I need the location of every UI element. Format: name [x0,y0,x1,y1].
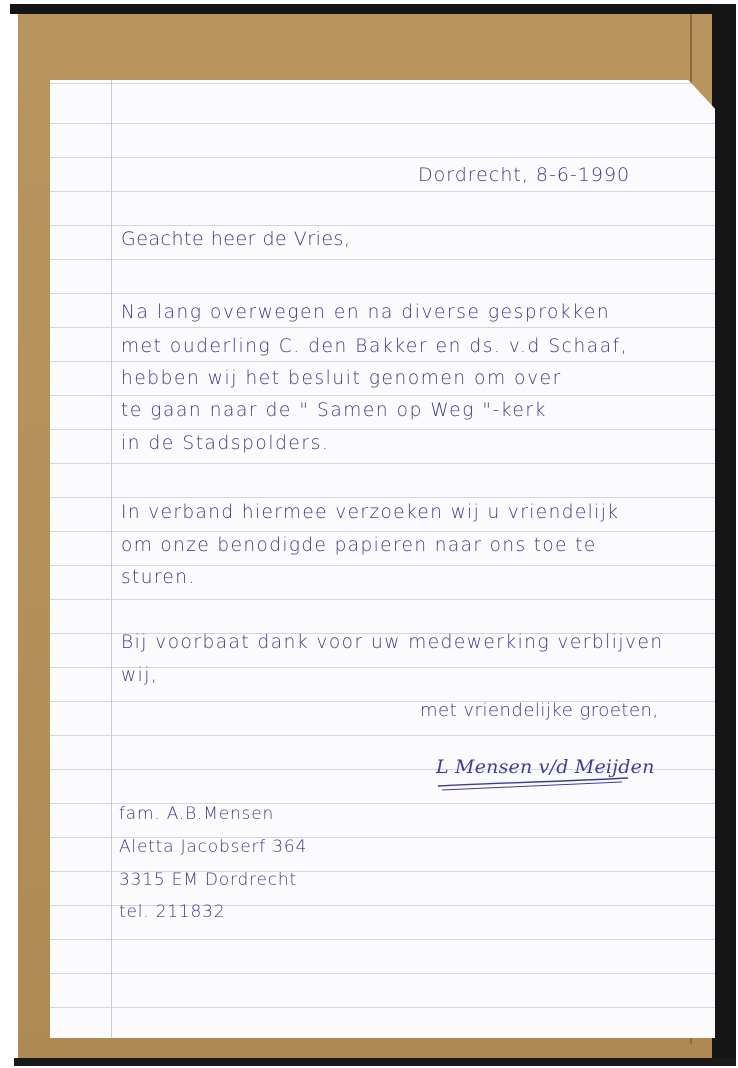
signature-text: L Mensen v/d Meijden [436,756,655,778]
paragraph1-line: in de Stadspolders. [121,433,330,454]
paragraph2-line: In verband hiermee verzoeken wij u vriendelijk [121,502,620,523]
paper-margin-line [111,80,112,1038]
paragraph1-line: met ouderling C. den Bakker en ds. v.d Schaaf, [121,336,629,357]
paragraph1-line: te gaan naar de " Samen op Weg "-kerk [121,400,547,421]
scan-edge-right [712,4,736,1066]
letter-date: Dordrecht, 8-6-1990 [418,164,631,186]
signature-underline [432,752,642,796]
paragraph3-line: wij, [121,665,159,686]
sender-name: fam. A.B.Mensen [119,804,275,824]
paragraph2-line: sturen. [121,567,196,588]
sender-street: Aletta Jacobserf 364 [119,837,308,857]
paragraph2-line: om onze benodigde papieren naar ons toe te [121,535,597,556]
sender-phone: tel. 211832 [119,902,226,922]
scan-edge-bottom [14,1058,736,1066]
paragraph3-line: Bij voorbaat dank voor uw medewerking verblijven [121,632,664,653]
scan-edge-top [10,4,722,14]
handwritten-signature [432,752,655,796]
paragraph1-line: Na lang overwegen en na diverse gesprokken [121,302,611,323]
sender-postcode-city: 3315 EM Dordrecht [119,870,297,890]
lined-paper-sheet [50,80,715,1038]
letter-closing: met vriendelijke groeten, [420,700,659,721]
paragraph1-line: hebben wij het besluit genomen om over [121,368,562,389]
letter-greeting: Geachte heer de Vries, [121,228,351,250]
